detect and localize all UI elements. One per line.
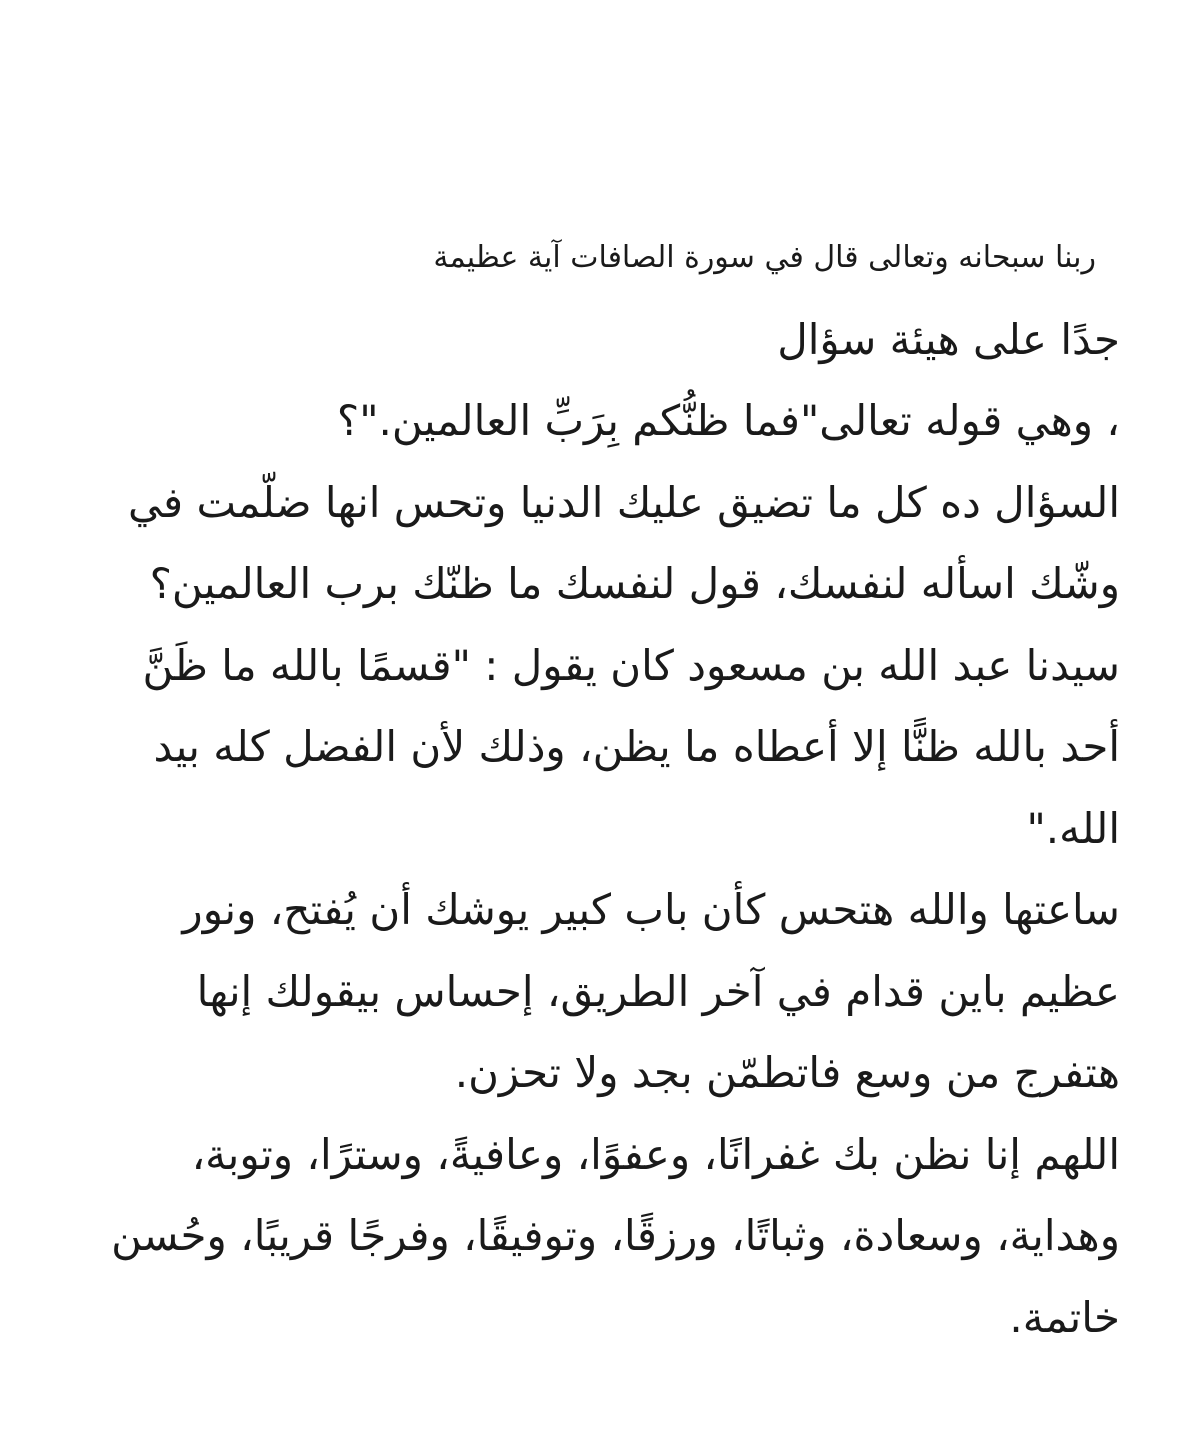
text-line: عظيم باين قدام في آخر الطريق، إحساس بيقولك إنها	[196, 966, 1120, 1016]
text-line: السؤال ده كل ما تضيق عليك الدنيا وتحس انها ضلّمت في	[128, 477, 1120, 527]
post-text	[60, 217, 1120, 1358]
text-line: ، وهي قوله تعالى"فما ظنُّكم بِرَبِّ العالمين."؟	[336, 396, 1120, 445]
text-line: ساعتها والله هتحس كأن باب كبير يوشك أن يُفتح، ونور	[182, 885, 1120, 934]
text-line: ربنا سبحانه وتعالى قال في سورة الصافات آية عظيمة	[433, 240, 1096, 275]
text-line: الله."	[1026, 803, 1120, 853]
text-line: خاتمة.	[1009, 1292, 1120, 1342]
text-line: أحد بالله ظنًّا إلا أعطاه ما يظن، وذلك لأن الفضل كله بيد	[153, 722, 1120, 771]
text-line: سيدنا عبد الله بن مسعود كان يقول : "قسمًا بالله ما ظَنَّ	[142, 640, 1120, 690]
text-line: هتفرج من وسع فاتطمّن بجد ولا تحزن.	[454, 1048, 1120, 1097]
text-line: اللهم إنا نظن بك غفرانًا، وعفوًا، وعافيةً، وسترًا، وتوبة،	[191, 1129, 1120, 1179]
text-line: وشّك اسأله لنفسك، قول لنفسك ما ظنّك برب العالمين؟	[149, 559, 1120, 608]
text-line: وهداية، وسعادة، وثباتًا، ورزقًا، وتوفيقًا، وفرجًا قريبًا، وحُسن	[111, 1211, 1120, 1260]
text-line: جدًا على هيئة سؤال	[777, 314, 1120, 364]
